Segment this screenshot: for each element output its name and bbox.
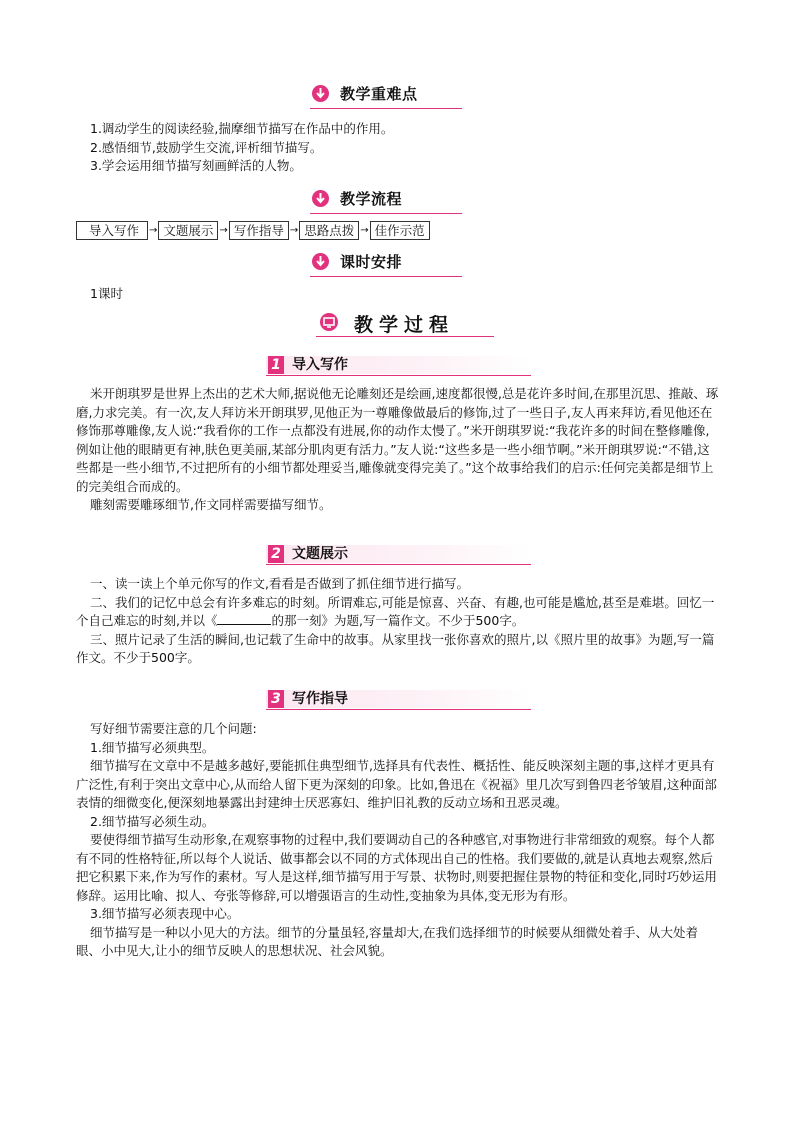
paragraph: 要使得细节描写生动形象,在观察事物的过程中,我们要调动自己的各种感官,对事物进行非常细致的观察。每个人都有不同的性格特征,所以每个人说话、做事都会以不同的方式体现出自己的性格。我们要做的,就是认真地去观察,然后把它积累下来,作为写作的素材。写人是这样,细节描写用于写景、状物时,则要把握住景物的特征和变化,同时巧妙运用修辞。运用比喻、拟人、夸张等修辞,可以增强语言的生动性,变抽象为具体,变无形为有形。	[76, 832, 717, 903]
section-heading-schedule	[310, 251, 462, 277]
step-title: 导入写作	[292, 357, 348, 373]
heading-underline	[310, 276, 462, 278]
paragraph: 米开朗琪罗是世界上杰出的艺术大师,据说他无论雕刻还是绘画,速度都很慢,总是花许多时间,在那里沉思、推敲、琢磨,力求完美。有一次,友人拜访米开朗琪罗,见他正为一尊雕像做最后的修饰,过了一些日子,友人再来拜访,看见他还在修饰那尊雕像,友人说:“我看你的工作一点都没有进展,你的动作太慢了。”米开朗琪罗说:“我花许多的时间在整修雕像,例如让他的眼睛更有神,肤色更美丽,某部分肌肉更有活力。”友人说:“这些多是一些小细节啊。”米开朗琪罗说:“不错,这些都是一些小细节,不过把所有的小细节都处理妥当,雕像就变得完美了。”这个故事给我们的启示:任何完美都是细节上的完美组合而成的。	[76, 386, 719, 494]
paragraph: 一、读一读上个单元你写的作文,看看是否做到了抓住细节进行描写。	[90, 576, 469, 591]
topics-section	[76, 575, 721, 668]
heading-underline	[316, 336, 494, 338]
arrow-right-icon: →	[219, 225, 228, 236]
monitor-icon	[320, 313, 338, 331]
step-heading-2	[266, 545, 531, 565]
guide-point-heading: 3.细节描写必须表现中心。	[90, 906, 240, 921]
flow-chart	[76, 221, 430, 240]
step-underline	[266, 564, 531, 566]
flow-step: 文题展示	[158, 221, 218, 240]
key-points-list	[76, 120, 721, 176]
process-title: 教学过程	[354, 314, 455, 336]
step-title: 文题展示	[292, 546, 348, 562]
fill-blank	[217, 612, 271, 625]
process-heading	[316, 311, 494, 337]
schedule-value: 1课时	[90, 286, 123, 301]
step-title: 写作指导	[292, 691, 348, 707]
paragraph	[76, 594, 721, 631]
section-title: 教学流程	[340, 190, 403, 208]
step-number: 1	[268, 356, 284, 374]
section-title: 课时安排	[340, 253, 403, 271]
flow-step: 导入写作	[76, 221, 148, 240]
paragraph: 细节描写是一种以小见大的方法。细节的分量虽轻,容量却大,在我们选择细节的时候要从细微处着手、从大处着眼、小中见大,让小的细节反映人的思想状况、社会风貌。	[76, 924, 698, 958]
flow-step: 佳作示范	[370, 221, 430, 240]
step-number: 3	[268, 690, 284, 708]
heading-underline	[310, 108, 462, 110]
step-underline	[266, 709, 531, 711]
step-underline	[266, 375, 531, 377]
down-arrow-icon	[312, 253, 329, 270]
arrow-right-icon: →	[289, 225, 299, 236]
step-number: 2	[268, 545, 284, 563]
guide-point-heading: 1.细节描写必须典型。	[90, 739, 215, 755]
list-item: 3.学会运用细节描写刻画鲜活的人物。	[90, 158, 302, 173]
arrow-right-icon: →	[360, 225, 369, 236]
topic-text: 二、我们的记忆中总会有许多难忘的时刻。所谓难忘,可能是惊喜、兴奋、有趣,也可能是尴尬,甚至是难堪。回忆一个自己难忘的时刻,并以《	[76, 594, 715, 628]
section-heading-key-points	[310, 83, 462, 109]
paragraph: 三、照片记录了生活的瞬间,也记载了生命中的故事。从家里找一张你喜欢的照片,以《照片里的故事》为题,写一篇作文。不少于500字。	[76, 631, 715, 665]
list-item: 2.感悟细节,鼓励学生交流,评析细节描写。	[90, 139, 323, 155]
step-heading-1	[266, 356, 531, 376]
paragraph: 雕刻需要雕琢细节,作文同样需要描写细节。	[90, 497, 332, 512]
paragraph: 写好细节需要注意的几个问题:	[90, 721, 257, 736]
flow-step: 写作指导	[229, 221, 289, 240]
section-title: 教学重难点	[340, 85, 418, 103]
down-arrow-icon	[312, 190, 329, 207]
schedule-text	[76, 285, 721, 304]
guide-point-heading: 2.细节描写必须生动。	[90, 813, 215, 829]
step-heading-3	[266, 690, 531, 710]
guide-section	[76, 720, 721, 961]
heading-underline	[310, 213, 462, 215]
section-heading-flow	[310, 188, 462, 214]
paragraph: 细节描写在文章中不是越多越好,要能抓住典型细节,选择具有代表性、概括性、能反映深刻主题的事,这样才更具有广泛性,有利于突出文章中心,从而给人留下更为深刻的印象。比如,鲁迅在《祝福》里几次写到鲁四老爷皱眉,这种面部表情的细微变化,便深刻地暴露出封建绅士厌恶寡妇、维护旧礼教的反动立场和丑恶灵魂。	[76, 758, 717, 810]
list-item: 1.调动学生的阅读经验,揣摩细节描写在作品中的作用。	[90, 121, 394, 136]
intro-section	[76, 385, 721, 515]
flow-step: 思路点拨	[299, 221, 359, 240]
arrow-right-icon: →	[149, 225, 158, 236]
down-arrow-icon	[312, 85, 329, 102]
topic-text: 的那一刻》为题,写一篇作文。不少于500字。	[271, 613, 525, 628]
